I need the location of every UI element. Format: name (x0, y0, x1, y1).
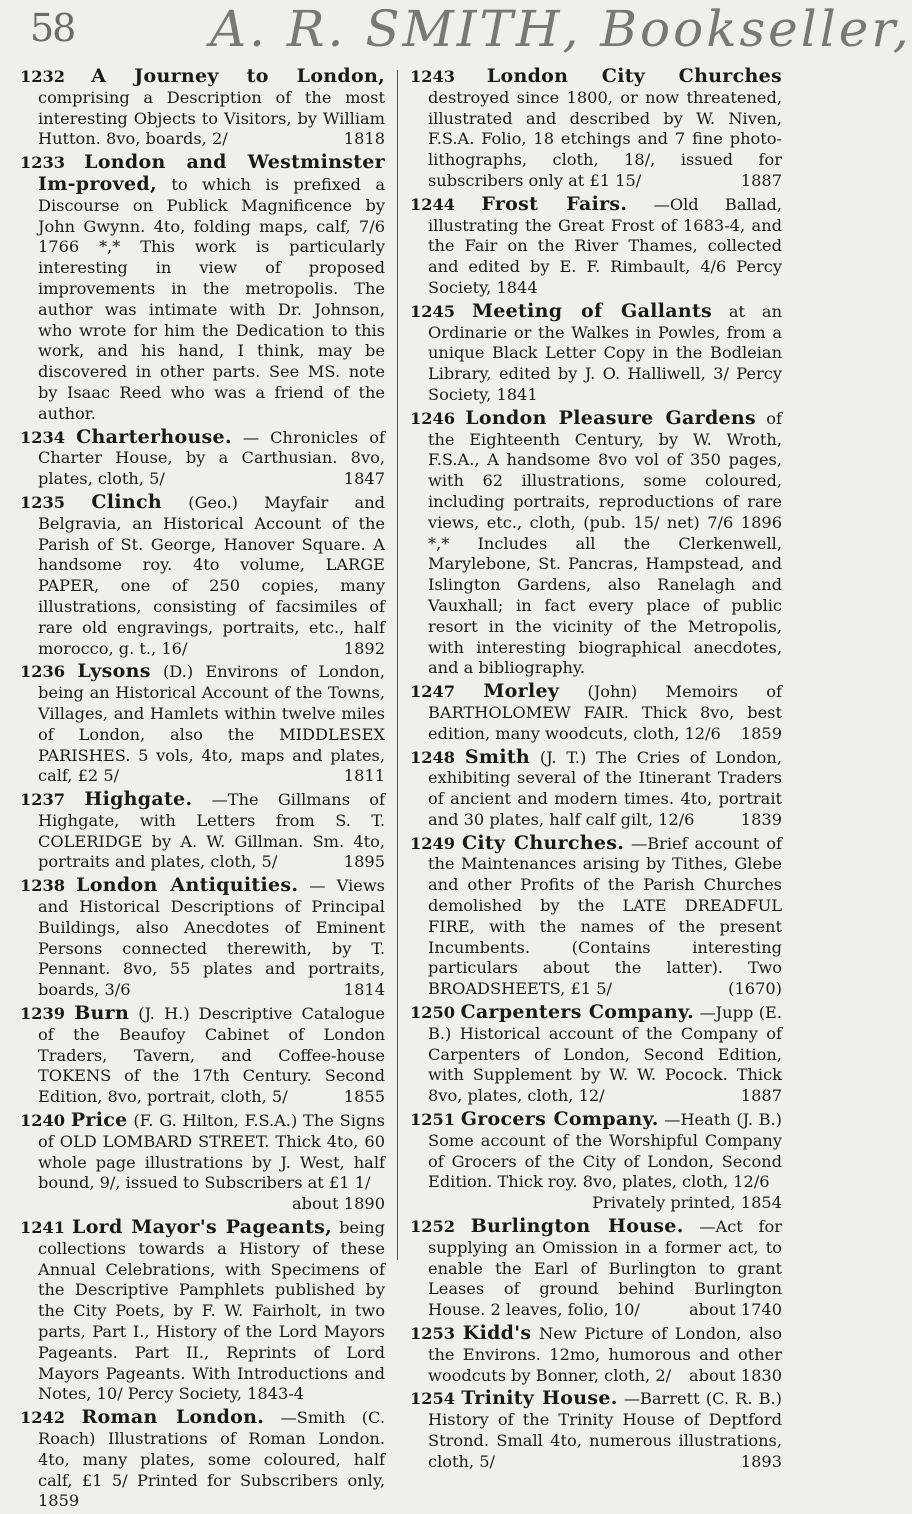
entry-number: 1241 (20, 1218, 66, 1238)
entry-title: Trinity House. (461, 1387, 618, 1410)
entry-description: destroyed since 1800, or now threatened, illustrated and described by W. Niven, F.S.A. Folio, 18 etchings and 7 fine photo-lithographs, cloth, 18/, issued for subscribers only at £1 15/ (428, 87, 782, 190)
entry-year: (1670) (728, 979, 782, 999)
entry-description: —Jupp (E. B.) Historical account of the Company of Carpenters of London, Second Edition, with Supplement by W. W. Pocock. Thick 8vo, plates, cloth, 12/ (428, 1003, 782, 1106)
entry-description: at an Ordinarie or the Walkes in Powles, from a unique Black Letter Copy in the Bodleian Library, edited by J. O. Halliwell, 3/ Percy Society, 1841 (428, 301, 782, 404)
catalogue-entry (410, 833, 782, 1000)
entry-title: Kidd's (462, 1322, 532, 1345)
entry-title: Meeting of Gallants (471, 299, 713, 322)
entry-title: Smith (464, 745, 531, 768)
catalogue-entry (20, 66, 385, 150)
entry-year: 1892 (343, 638, 385, 658)
entry-title: Burn (74, 1002, 130, 1025)
entry-description: being collections towards a History of these Annual Celebrations, with Specimens of the Descriptive Pamphlets published by the City Poets, by F. W. Fairholt, in two parts, Part I., History of the Lord Mayors Pageants. Part II., Reprints of Lord Mayors Pageants. With Introductions and Notes, 10/ Percy Society, 1843-4 (38, 1218, 385, 1404)
entry-year: about 1890 (291, 1194, 385, 1214)
entry-number: 1250 (410, 1003, 456, 1023)
catalogue-entry (410, 408, 782, 679)
right-column (410, 66, 782, 1475)
entry-title: Price (70, 1109, 128, 1132)
entry-number: 1244 (410, 194, 456, 214)
entry-description: (D.) Environs of London, being an Historical Account of the Towns, Villages, and Hamlets within twelve miles of London, also the MIDDLESEX PARISHES. 5 vols, 4to, maps and plates, calf, £2 5/ (38, 662, 385, 786)
entry-title: Frost Fairs. (481, 192, 628, 215)
entry-number: 1247 (410, 682, 456, 702)
entry-year: about 1740 (688, 1300, 782, 1320)
entry-number: 1245 (410, 301, 456, 321)
entry-title: Highgate. (84, 788, 193, 811)
entry-title: Lysons (77, 660, 151, 683)
catalogue-entry (20, 789, 385, 873)
column-divider (397, 70, 398, 1260)
entry-description: —Brief account of the Maintenances arising by Tithes, Glebe and other Profits of the Parish Churches demolished by the LATE DREADFUL FIRE, with the names of the present Incumbents. (Contains interesting particulars about the latter). Two BROADSHEETS, £1 5/ (428, 833, 782, 999)
catalogue-entry (410, 1388, 782, 1472)
entry-description: New Picture of London, also the Environs. 12mo, humorous and other woodcuts by Bonner, cloth, 2/ (428, 1324, 782, 1385)
catalogue-entry (410, 1109, 782, 1214)
entry-number: 1237 (20, 790, 66, 810)
catalogue-entry (20, 1217, 385, 1405)
catalogue-entry (410, 1323, 782, 1386)
entry-title: Roman London. (81, 1406, 265, 1429)
entry-year: 1811 (343, 766, 385, 786)
entry-number: 1232 (20, 67, 66, 86)
entry-year: 1847 (343, 469, 385, 489)
entry-year: 1859 (740, 723, 782, 743)
entry-title: London Antiquities. (76, 874, 299, 897)
entry-number: 1248 (410, 747, 456, 767)
entry-description: —Act for supplying an Omission in a former act, to enable the Earl of Burlington to grant Leases of ground behind Burlington House. 2 leaves, folio, 10/ (428, 1217, 782, 1320)
entry-description: —Smith (C. Roach) Illustrations of Roman London. 4to, many plates, some coloured, half calf, £1 5/ Printed for Subscribers only, 1859 (38, 1408, 385, 1511)
running-head: A. R. SMITH, Bookseller, (210, 0, 912, 58)
entry-description: of the Eighteenth Century, by W. Wroth, F.S.A., A handsome 8vo vol of 350 pages, with 62 illustrations, some coloured, including portraits, reproductions of rare views, etc., cloth, (pub. 15/ net) 7/6 1896 *,* Includes all the Clerkenwell, Marylebone, St. Pancras, Hampstead, and Islington Gardens, also Ranelagh and Vauxhall; in fact every place of public resort in the vicinity of the Metropolis, with interesting biographical anecdotes, and a bibliography. (428, 408, 782, 678)
entry-year: 1887 (740, 1086, 782, 1106)
entry-year: Privately printed, 1854 (592, 1193, 782, 1213)
left-column (20, 66, 385, 1514)
entry-description: —The Gillmans of Highgate, with Letters from S. T. COLERIDGE by A. W. Gillman. Sm. 4to, portraits and plates, cloth, 5/ (38, 790, 386, 872)
entry-description: —Heath (J. B.) Some account of the Worshipful Company of Grocers of the City of London, Second Edition. Thick roy. 8vo, plates, cloth, 12/6 (428, 1110, 782, 1192)
entry-year: 1893 (740, 1451, 782, 1471)
catalogue-entry (20, 1407, 385, 1512)
entry-description: (F. G. Hilton, F.S.A.) The Signs of OLD LOMBARD STREET. Thick 4to, 60 whole page illustrations by J. West, half bound, 9/, issued to Subscribers at £1 1/ (38, 1111, 385, 1193)
catalogue-entry (20, 1003, 385, 1108)
catalogue-entry (410, 301, 782, 406)
catalogue-entry (410, 1216, 782, 1321)
entry-year: 1895 (343, 852, 385, 872)
entry-year: 1855 (343, 1087, 385, 1107)
entry-year: 1814 (343, 980, 385, 1000)
entry-title: Morley (483, 680, 560, 703)
entry-year: about 1830 (688, 1365, 782, 1385)
entry-number: 1234 (20, 427, 66, 447)
entry-description: (J. H.) Descriptive Catalogue of the Beaufoy Cabinet of London Traders, Tavern, and Coffee-house TOKENS of the 17th Century. Second Edition, 8vo, portrait, cloth, 5/ (38, 1004, 385, 1107)
catalogue-entry (410, 194, 782, 299)
entry-number: 1253 (410, 1324, 456, 1344)
entry-title: Carpenters Company. (460, 1001, 695, 1024)
entry-number: 1235 (20, 492, 66, 512)
entry-description: to which is prefixed a Discourse on Publick Magnificence by John Gwynn. 4to, folding maps, calf, 7/6 1766 *,* This work is particularly interesting in view of proposed improvements in the metropolis. The author was intimate with Dr. Johnson, who wrote for him the Dedication to this work, and his hand, I think, may be discovered in other parts. See MS. note by Isaac Reed who was a friend of the author. (38, 174, 385, 423)
entry-title: London and Westminster Im-proved, (38, 151, 385, 195)
entry-number: 1240 (20, 1111, 66, 1131)
entry-number: 1233 (20, 153, 66, 173)
entry-year: 1818 (343, 129, 385, 149)
entry-title: Grocers Company. (460, 1108, 659, 1131)
entry-description: (John) Memoirs of BARTHOLOMEW FAIR. Thick 8vo, best edition, many woodcuts, cloth, 12/6 (428, 682, 782, 743)
catalogue-entry (410, 747, 782, 831)
entry-description: (J. T.) The Cries of London, exhibiting several of the Itinerant Traders of ancient and modern times. 4to, portrait and 30 plates, half calf gilt, 12/6 (428, 747, 782, 829)
entry-description: — Chronicles of Charter House, by a Carthusian. 8vo, plates, cloth, 5/ (38, 427, 385, 489)
entry-title: Burlington House. (470, 1215, 684, 1238)
entry-title: Lord Mayor's Pageants, (72, 1216, 333, 1239)
entry-title: Clinch (91, 490, 162, 513)
entry-number: 1236 (20, 662, 66, 682)
catalogue-entry (410, 681, 782, 744)
catalogue-entry (20, 1110, 385, 1215)
catalogue-entry (20, 427, 385, 490)
catalogue-entry (410, 1002, 782, 1107)
catalogue-entry (20, 152, 385, 424)
entry-number: 1254 (410, 1389, 456, 1409)
entry-description: —Old Ballad, illustrating the Great Frost of 1683-4, and the Fair on the River Thames, collected and edited by E. F. Rimbault, 4/6 Percy Society, 1844 (428, 194, 782, 297)
entry-number: 1239 (20, 1004, 66, 1024)
entry-title: London City Churches (486, 65, 782, 87)
entry-number: 1252 (410, 1217, 456, 1237)
entry-title: London Pleasure Gardens (465, 406, 757, 429)
catalogue-entry (20, 492, 385, 659)
catalogue-entry (20, 661, 385, 787)
entry-description: —Barrett (C. R. B.) History of the Trinity House of Deptford Strond. Small 4to, numerous illustrations, cloth, 5/ (428, 1389, 782, 1471)
entry-number: 1243 (410, 67, 456, 86)
entry-description: — Views and Historical Descriptions of Principal Buildings, also Anecdotes of Eminent Persons connected therewith, by T. Pennant. 8vo, 55 plates and portraits, boards, 3/6 (38, 876, 385, 1000)
page-number: 58 (30, 6, 75, 50)
catalogue-entry (410, 66, 782, 192)
entry-year: 1839 (740, 809, 782, 829)
entry-number: 1249 (410, 833, 456, 853)
entry-year: 1887 (740, 170, 782, 190)
entry-description: (Geo.) Mayfair and Belgravia, an Historical Account of the Parish of St. George, Hanover Square. A handsome roy. 4to volume, LARGE PAPER, one of 250 copies, many illustrations, consisting of facsimiles of rare old engravings, portraits, etc., half morocco, g. t., 16/ (38, 492, 385, 658)
entry-title: A Journey to London, (91, 65, 385, 87)
entry-number: 1238 (20, 876, 66, 896)
page-header (30, 0, 912, 60)
entry-number: 1246 (410, 408, 456, 428)
entry-number: 1251 (410, 1110, 456, 1130)
entry-number: 1242 (20, 1408, 66, 1428)
catalogue-entry (20, 875, 385, 1001)
entry-description: comprising a Description of the most interesting Objects to Visitors, by William Hutton. 8vo, boards, 2/ (38, 87, 385, 149)
entry-title: Charterhouse. (76, 425, 232, 448)
entry-title: City Churches. (461, 831, 625, 854)
